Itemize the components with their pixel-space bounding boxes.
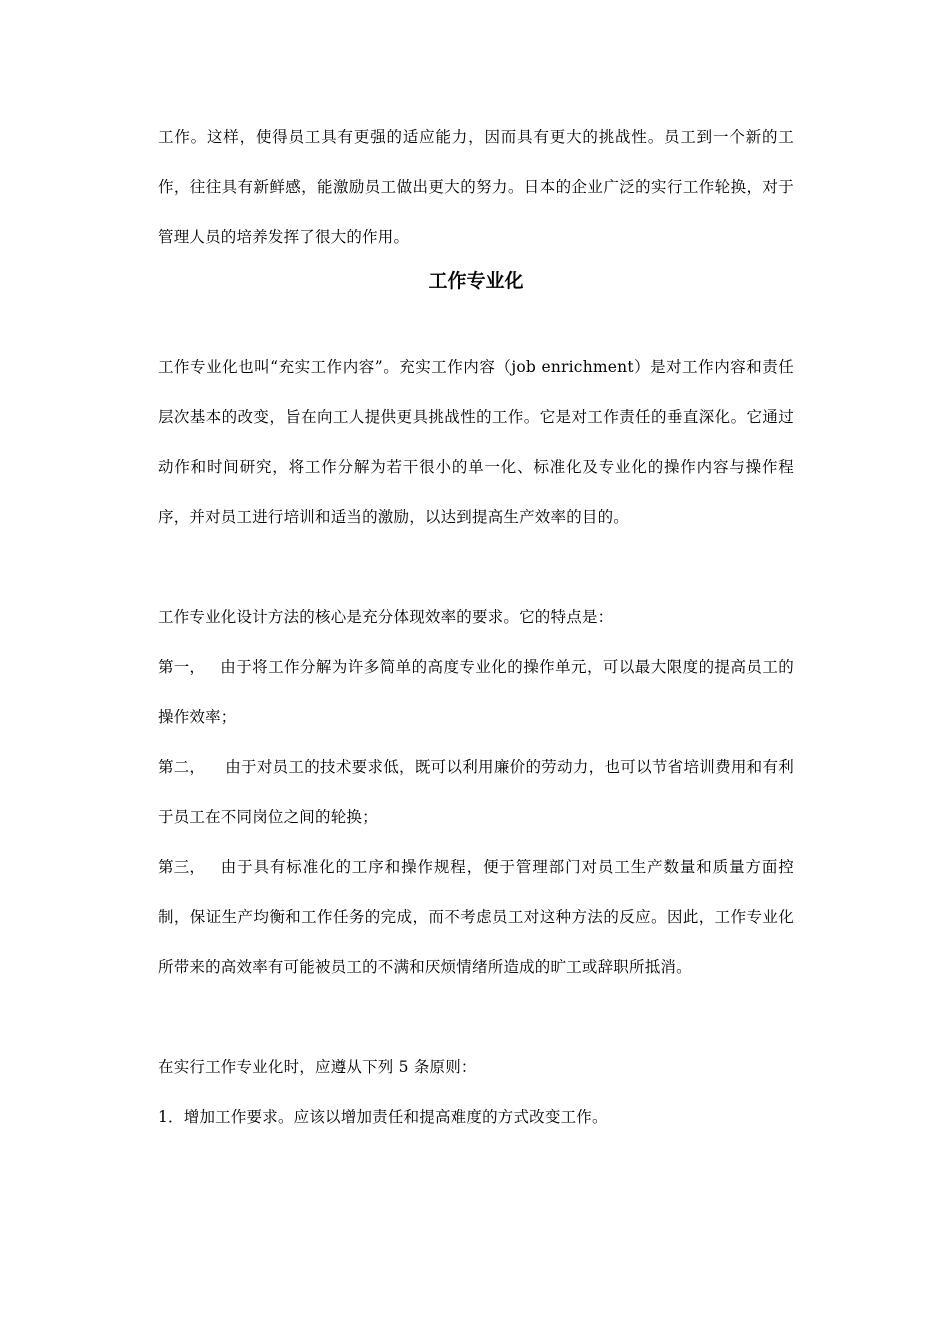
feature-item-3 xyxy=(158,842,794,992)
principles-paragraph: 在实行工作专业化时，应遵从下列 5 条原则： xyxy=(158,1058,477,1076)
document-body xyxy=(158,112,794,1142)
intro-paragraph: 工作。这样，使得员工具有更强的适应能力，因而具有更大的挑战性。员工到一个新的工作，往往具有新鲜感，能激励员工做出更大的努力。日本的企业广泛的实行工作轮换，对于管理人员的培养发挥了很大的作用。 xyxy=(158,128,794,246)
core-paragraph: 工作专业化设计方法的核心是充分体现效率的要求。它的特点是： xyxy=(158,608,614,626)
feature-text: 由于对员工的技术要求低，既可以利用廉价的劳动力，也可以节省培训费用和有利于员工在不同岗位之间的轮换； xyxy=(158,758,794,826)
feature-label: 第一， xyxy=(158,658,206,676)
feature-label: 第三， xyxy=(158,858,206,876)
paragraph-gap xyxy=(158,992,794,1042)
principle-item-1: 1．增加工作要求。应该以增加责任和提高难度的方式改变工作。 xyxy=(158,1108,608,1126)
paragraph-gap xyxy=(158,542,794,592)
feature-item-1 xyxy=(158,642,794,742)
feature-item-2 xyxy=(158,742,794,842)
feature-text: 由于将工作分解为许多简单的高度专业化的操作单元，可以最大限度的提高员工的操作效率； xyxy=(158,658,794,726)
definition-paragraph: 工作专业化也叫“充实工作内容”。充实工作内容（job enrichment）是对工作内容和责任层次基本的改变，旨在向工人提供更具挑战性的工作。它是对工作责任的垂直深化。它通过动作和时间研究，将工作分解为若干很小的单一化、标准化及专业化的操作内容与操作程序，并对员工进行培训和适当的激励，以达到提高生产效率的目的。 xyxy=(158,358,794,526)
feature-text: 由于具有标准化的工序和操作规程，便于管理部门对员工生产数量和质量方面控制，保证生产均衡和工作任务的完成，而不考虑员工对这种方法的反应。因此，工作专业化所带来的高效率有可能被员工的不满和厌烦情绪所造成的旷工或辞职所抵消。 xyxy=(158,858,794,976)
feature-label: 第二， xyxy=(158,758,206,776)
section-heading: 工作专业化 xyxy=(428,270,524,292)
